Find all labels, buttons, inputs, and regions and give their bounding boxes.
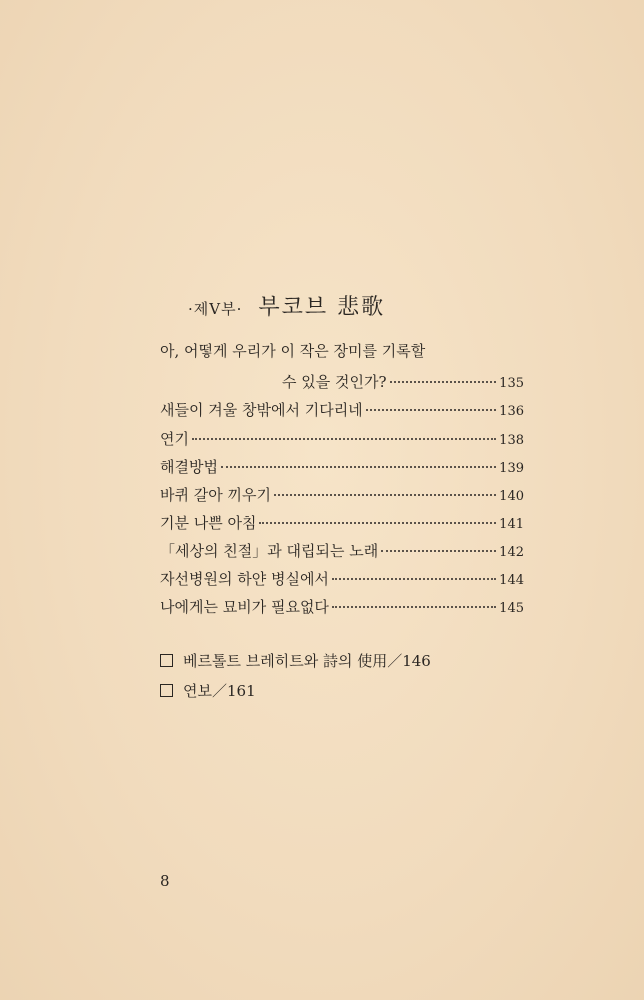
section-header bbox=[188, 290, 385, 321]
page-number: 8 bbox=[160, 872, 170, 890]
toc-entry-title: 새들이 겨울 창밖에서 기다리네 bbox=[160, 401, 363, 419]
toc-entry bbox=[160, 428, 524, 449]
toc-entry-page: 140 bbox=[499, 489, 524, 504]
toc-entry bbox=[160, 484, 524, 505]
toc-entry-first-line: 아, 어떻게 우리가 이 작은 장미를 기록할 bbox=[160, 342, 426, 360]
toc-entry-title: 나에게는 묘비가 필요없다 bbox=[160, 598, 329, 616]
toc-entry-title: 수 있을 것인가? bbox=[282, 373, 387, 391]
appendix-item-label: 연보／161 bbox=[183, 682, 256, 700]
toc-entry-title: 자선병원의 하얀 병실에서 bbox=[160, 570, 329, 588]
toc-entry-title: 기분 나쁜 아침 bbox=[160, 514, 257, 532]
toc-entry-title: 바퀴 갈아 끼우기 bbox=[160, 486, 271, 504]
appendix-item bbox=[160, 680, 256, 701]
toc-entry bbox=[160, 399, 524, 420]
toc-entry-page: 141 bbox=[499, 517, 524, 532]
toc-entry-page: 144 bbox=[499, 573, 524, 588]
toc-entry-title: 연기 bbox=[160, 430, 189, 448]
part-label: ·제Ⅴ부· bbox=[188, 300, 243, 318]
toc-entry-page: 136 bbox=[499, 404, 524, 419]
toc-entry bbox=[160, 596, 524, 617]
toc-entry bbox=[282, 371, 524, 392]
toc-entry-page: 142 bbox=[499, 545, 524, 560]
dot-leader bbox=[332, 578, 496, 580]
toc-entry bbox=[160, 512, 524, 533]
toc-entry bbox=[160, 456, 524, 477]
appendix-item-label: 베르톨트 브레히트와 詩의 使用／146 bbox=[183, 652, 431, 670]
toc-entry-page: 138 bbox=[499, 433, 524, 448]
checkbox-square-icon bbox=[160, 684, 173, 697]
dot-leader bbox=[390, 381, 497, 383]
part-title: 부코브 悲歌 bbox=[258, 295, 386, 320]
appendix-item bbox=[160, 650, 431, 671]
toc-entry-title: 해결방법 bbox=[160, 458, 218, 476]
toc-entry-title: 「세상의 친절」과 대립되는 노래 bbox=[160, 542, 379, 560]
toc-entry-page: 139 bbox=[499, 461, 524, 476]
dot-leader bbox=[221, 466, 496, 468]
dot-leader bbox=[192, 438, 496, 440]
dot-leader bbox=[332, 606, 496, 608]
toc-entry bbox=[160, 568, 524, 589]
dot-leader bbox=[274, 494, 496, 496]
toc-entry-page: 145 bbox=[499, 601, 524, 616]
dot-leader bbox=[259, 522, 496, 524]
dot-leader bbox=[381, 550, 496, 552]
toc-entry-page: 135 bbox=[499, 376, 524, 391]
toc-entry bbox=[160, 540, 524, 561]
checkbox-square-icon bbox=[160, 654, 173, 667]
dot-leader bbox=[366, 409, 496, 411]
